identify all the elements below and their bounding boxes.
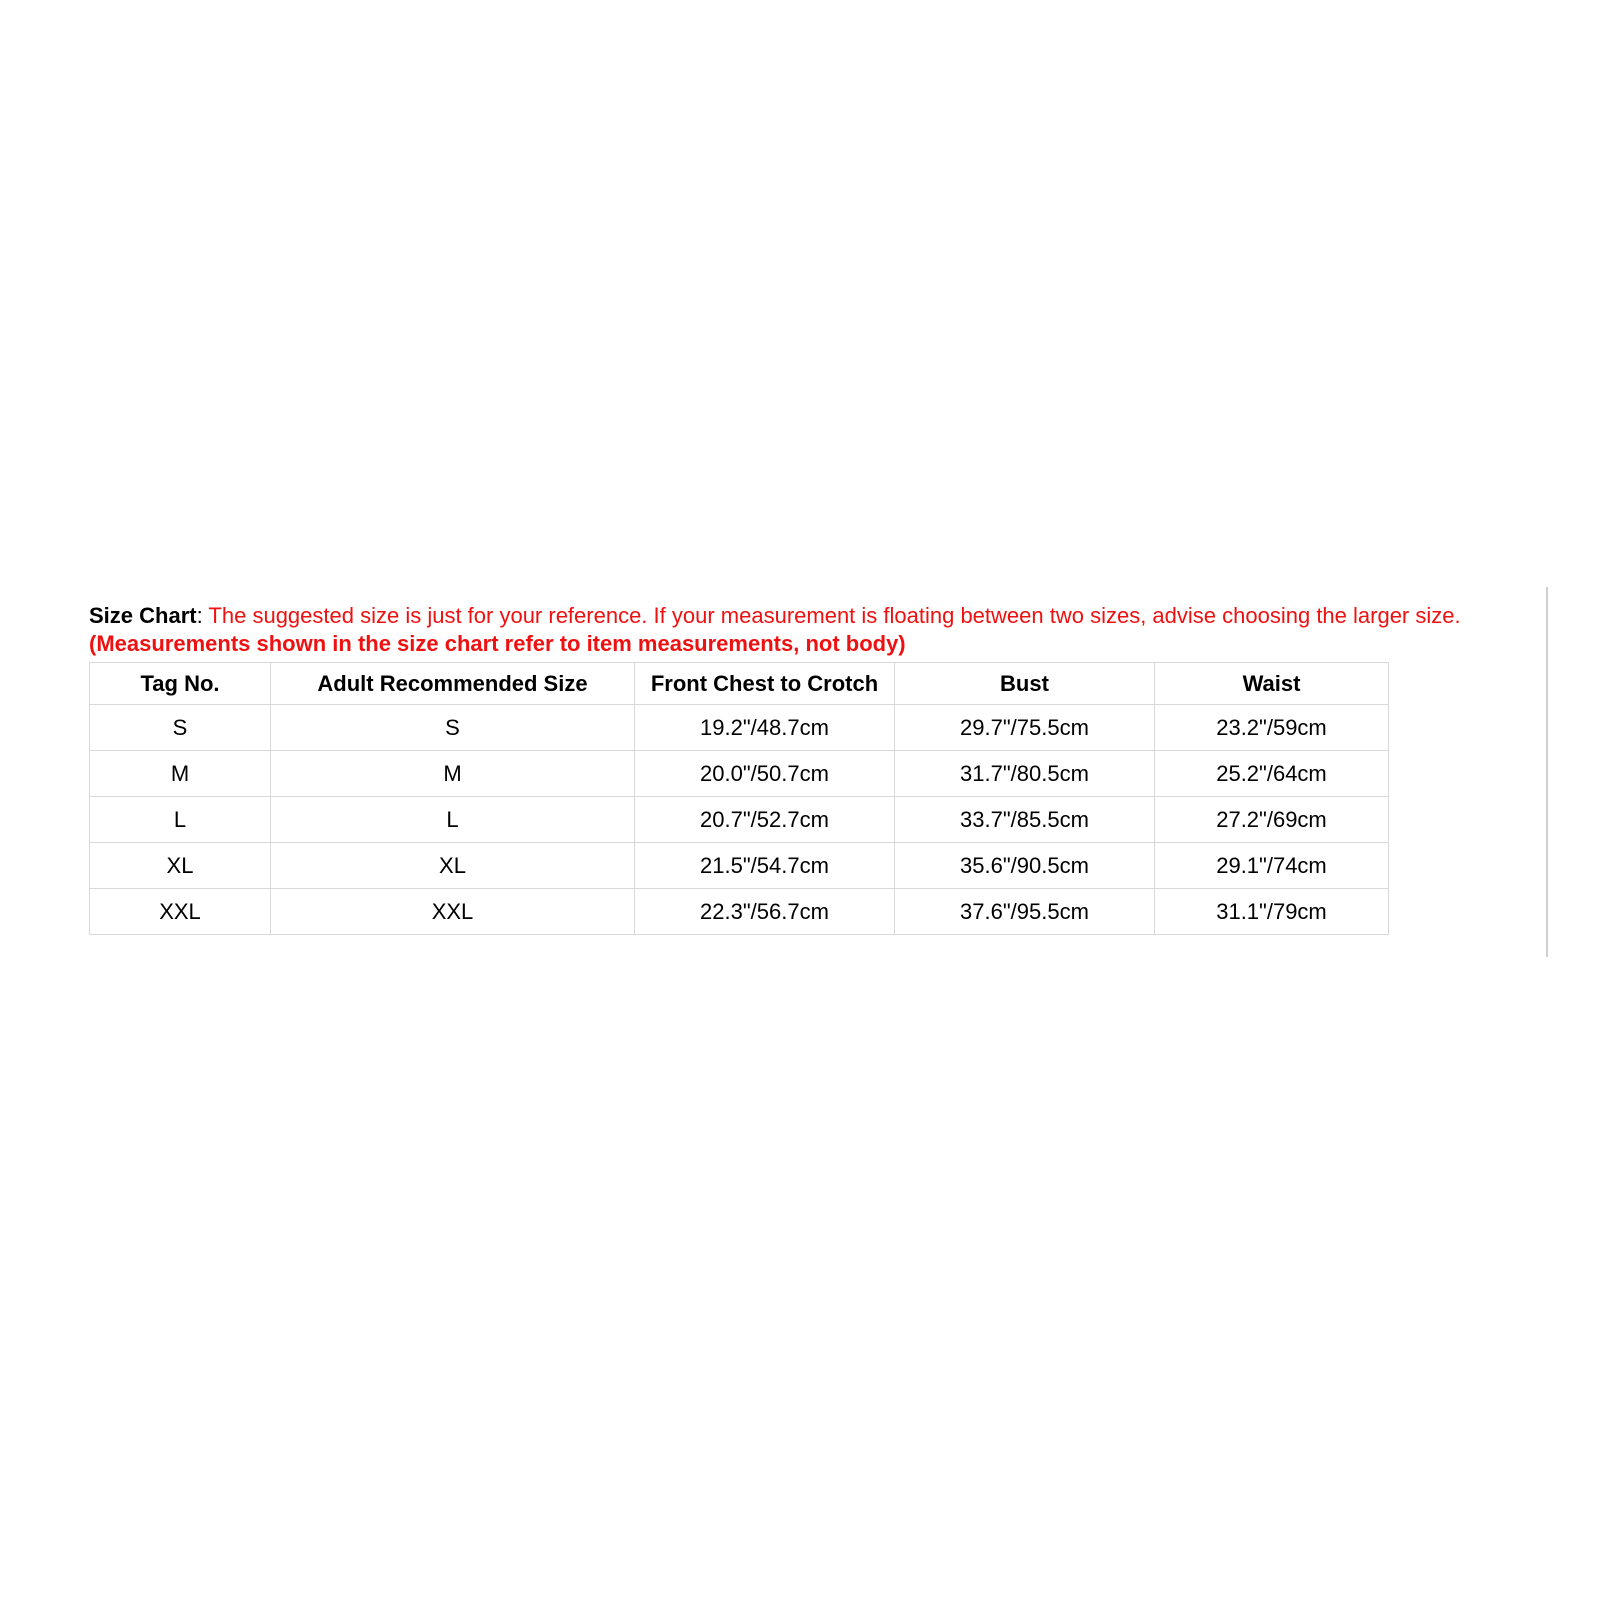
cell-tag-no: M (90, 751, 271, 797)
table-row (90, 843, 1389, 889)
cell-recommended-size: M (271, 751, 635, 797)
cell-waist: 27.2"/69cm (1155, 797, 1389, 843)
size-chart-intro (89, 602, 1529, 658)
cell-recommended-size: L (271, 797, 635, 843)
divider-line (1546, 587, 1548, 957)
size-chart-section (89, 602, 1529, 935)
cell-tag-no: XL (90, 843, 271, 889)
cell-waist: 25.2"/64cm (1155, 751, 1389, 797)
size-table (89, 662, 1389, 935)
header-bust: Bust (895, 663, 1155, 705)
cell-waist: 29.1"/74cm (1155, 843, 1389, 889)
cell-tag-no: S (90, 705, 271, 751)
header-waist: Waist (1155, 663, 1389, 705)
cell-tag-no: L (90, 797, 271, 843)
cell-front-chest-to-crotch: 20.7"/52.7cm (635, 797, 895, 843)
table-row (90, 889, 1389, 935)
intro-colon: : (196, 603, 203, 628)
size-note: The suggested size is just for your reference. If your measurement is floating between two sizes, advise choosing the larger size. (202, 603, 1461, 628)
header-front-chest-to-crotch: Front Chest to Crotch (635, 663, 895, 705)
cell-waist: 23.2"/59cm (1155, 705, 1389, 751)
size-chart-label: Size Chart (89, 603, 197, 628)
table-row (90, 797, 1389, 843)
cell-front-chest-to-crotch: 19.2"/48.7cm (635, 705, 895, 751)
cell-bust: 31.7"/80.5cm (895, 751, 1155, 797)
cell-waist: 31.1"/79cm (1155, 889, 1389, 935)
table-row (90, 751, 1389, 797)
header-tag-no: Tag No. (90, 663, 271, 705)
cell-tag-no: XXL (90, 889, 271, 935)
header-adult-recommended-size: Adult Recommended Size (271, 663, 635, 705)
table-row (90, 705, 1389, 751)
cell-bust: 33.7"/85.5cm (895, 797, 1155, 843)
cell-front-chest-to-crotch: 21.5"/54.7cm (635, 843, 895, 889)
cell-front-chest-to-crotch: 22.3"/56.7cm (635, 889, 895, 935)
cell-bust: 35.6"/90.5cm (895, 843, 1155, 889)
table-header-row (90, 663, 1389, 705)
measurement-note: (Measurements shown in the size chart refer to item measurements, not body) (89, 631, 906, 656)
cell-bust: 37.6"/95.5cm (895, 889, 1155, 935)
cell-front-chest-to-crotch: 20.0"/50.7cm (635, 751, 895, 797)
cell-recommended-size: S (271, 705, 635, 751)
cell-recommended-size: XXL (271, 889, 635, 935)
cell-recommended-size: XL (271, 843, 635, 889)
cell-bust: 29.7"/75.5cm (895, 705, 1155, 751)
